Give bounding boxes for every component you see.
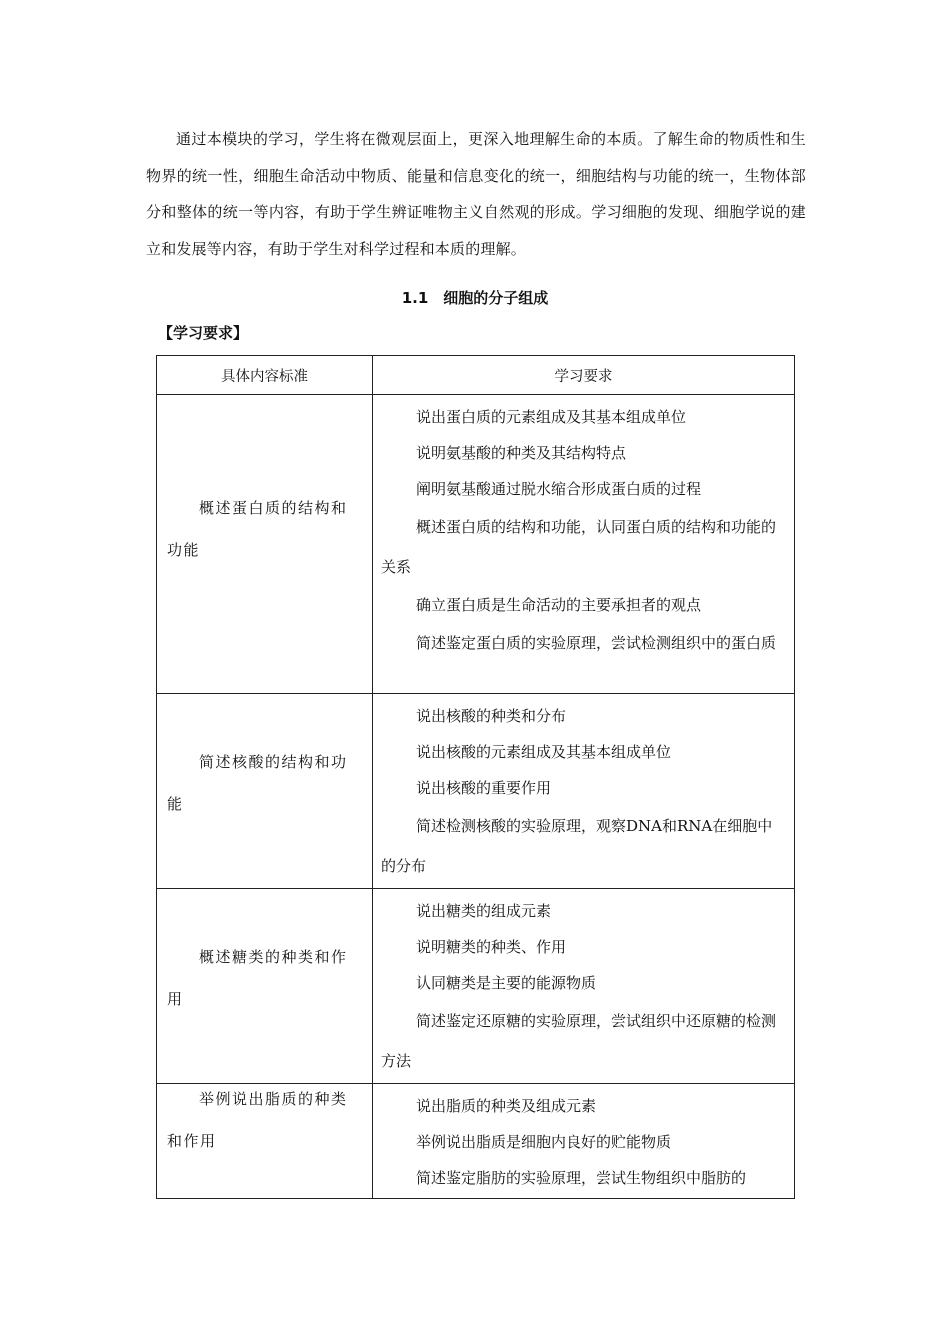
requirements-heading: 【学习要求】 <box>158 324 249 342</box>
list-item: 举例说出脂质是细胞内良好的贮能物质 <box>416 1133 672 1151</box>
list-item: 说出糖类的组成元素 <box>416 902 552 920</box>
requirements-list <box>373 694 794 888</box>
standard-cell <box>157 889 373 1084</box>
standard-text: 概述蛋白质的结构和功能 <box>167 499 348 559</box>
list-item: 认同糖类是主要的能源物质 <box>416 974 597 992</box>
requirements-table <box>156 355 795 1199</box>
standard-cell <box>157 1084 373 1199</box>
standard-text: 简述核酸的结构和功能 <box>167 753 348 813</box>
list-item: 说出蛋白质的元素组成及其基本组成单位 <box>416 408 687 426</box>
requirements-cell <box>373 694 795 889</box>
header-requirements: 学习要求 <box>373 356 795 395</box>
requirements-cell <box>373 1084 795 1199</box>
intro-paragraph: 通过本模块的学习，学生将在微观层面上，更深入地理解生命的本质。了解生命的物质性和生物界的统一性，细胞生命活动中物质、能量和信息变化的统一，细胞结构与功能的统一，生物体部分和整体的统一等内容，有助于学生辨证唯物主义自然观的形成。学习细胞的发现、细胞学说的建立和发展等内容，有助于学生对科学过程和本质的理解。 <box>146 130 806 258</box>
list-item: 简述鉴定蛋白质的实验原理，尝试检测组织中的蛋白质 <box>416 634 777 652</box>
list-item: 说出脂质的种类及组成元素 <box>416 1097 597 1115</box>
table-row <box>157 395 795 694</box>
table-row <box>157 694 795 889</box>
list-item: 简述检测核酸的实验原理，观察DNA和RNA在细胞中的分布 <box>381 817 773 875</box>
standard-cell <box>157 395 373 694</box>
list-item: 阐明氨基酸通过脱水缩合形成蛋白质的过程 <box>416 480 702 498</box>
list-item: 说明氨基酸的种类及其结构特点 <box>416 444 627 462</box>
requirements-list <box>373 395 794 665</box>
requirements-cell <box>373 889 795 1084</box>
list-item: 说明糖类的种类、作用 <box>416 938 567 956</box>
standard-cell <box>157 694 373 889</box>
table-row <box>157 1084 795 1199</box>
section-title: 1.1 细胞的分子组成 <box>401 289 549 307</box>
list-item: 确立蛋白质是生命活动的主要承担者的观点 <box>416 596 702 614</box>
table-header-row <box>157 356 795 395</box>
standard-text: 举例说出脂质的种类和作用 <box>167 1090 348 1150</box>
list-item: 简述鉴定还原糖的实验原理，尝试组织中还原糖的检测方法 <box>381 1012 777 1070</box>
list-item: 简述鉴定脂肪的实验原理，尝试生物组织中脂肪的 <box>416 1169 747 1187</box>
list-item: 概述蛋白质的结构和功能，认同蛋白质的结构和功能的关系 <box>381 518 777 576</box>
list-item: 说出核酸的重要作用 <box>416 779 552 797</box>
requirements-list <box>373 1084 794 1198</box>
list-item: 说出核酸的元素组成及其基本组成单位 <box>416 743 672 761</box>
requirements-cell <box>373 395 795 694</box>
header-standard: 具体内容标准 <box>157 356 373 395</box>
table-row <box>157 889 795 1084</box>
requirements-list <box>373 889 794 1083</box>
list-item: 说出核酸的种类和分布 <box>416 707 567 725</box>
standard-text: 概述糖类的种类和作用 <box>167 948 348 1008</box>
